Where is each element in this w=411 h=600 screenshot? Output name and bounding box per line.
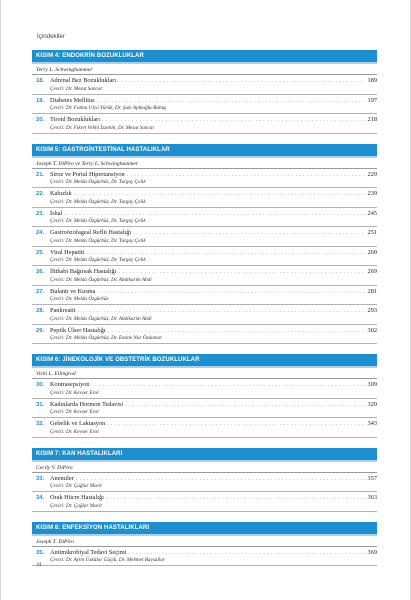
chapter-translators: Çeviri: Dr. Çağlar Macit bbox=[50, 483, 102, 489]
chapter-number: 32. bbox=[36, 421, 45, 427]
chapter-translators: Çeviri: Dr. Çağlar Macit bbox=[50, 502, 102, 509]
toc-entry-line bbox=[36, 381, 377, 390]
toc-entry[interactable] bbox=[32, 399, 377, 419]
chapter-translators: Çeviri: Dr. Melda Özgürbüz, Dr. Turgay Çelik bbox=[50, 257, 146, 263]
chapter-page: 309 bbox=[367, 381, 377, 388]
page-number: vi bbox=[37, 562, 42, 568]
toc-section bbox=[32, 50, 377, 134]
toc-entry[interactable] bbox=[32, 418, 377, 438]
chapter-number: 21. bbox=[36, 171, 45, 178]
toc-entry-line bbox=[36, 229, 377, 238]
chapter-translators: Çeviri: Dr. Melda Özgürbüz, Dr. Emine Nur Özdamar bbox=[50, 335, 163, 341]
chapter-translators: Çeviri: Dr. Kevser Erol bbox=[50, 389, 99, 396]
chapter-number: 33. bbox=[36, 475, 45, 482]
dot-leader bbox=[97, 98, 366, 106]
chapter-page: 369 bbox=[367, 548, 377, 556]
chapter-translators: Çeviri: Dr. Melda Özgürbüz, Dr. Turgay Çelik bbox=[50, 198, 146, 205]
toc-section bbox=[32, 522, 377, 567]
chapter-number: 22. bbox=[36, 191, 45, 197]
toc-entry-line bbox=[36, 420, 377, 429]
chapter-title: Anemiler bbox=[50, 474, 74, 482]
toc-entry-line bbox=[36, 268, 377, 277]
chapter-translators: Çeviri: Dr. Kevser Erol bbox=[50, 409, 99, 415]
toc-entry[interactable] bbox=[32, 75, 377, 95]
toc-entry[interactable] bbox=[32, 473, 377, 493]
dot-leader bbox=[92, 382, 366, 390]
chapter-number: 34. bbox=[36, 495, 45, 501]
chapter-number: 23. bbox=[36, 210, 45, 217]
chapter-page: 245 bbox=[367, 209, 377, 217]
toc-entry[interactable] bbox=[32, 114, 377, 134]
chapter-number: 29. bbox=[36, 327, 45, 334]
chapter-page: 239 bbox=[367, 190, 377, 197]
chapter-translators: Çeviri: Dr. Melda Özgürbüz, Dr. Turgay Çelik bbox=[50, 237, 146, 244]
toc-entry[interactable] bbox=[32, 95, 377, 115]
chapter-title: Kabızlık bbox=[50, 190, 72, 197]
chapter-title: Adrenal Bez Bozuklukları bbox=[50, 77, 117, 84]
chapter-translators: Çeviri: Dr. Melda Özgürbüz bbox=[50, 296, 109, 302]
dot-leader bbox=[127, 172, 366, 180]
toc-entry[interactable] bbox=[32, 325, 377, 345]
chapter-translators: Çeviri: Dr. Melda Özgürbüz, Dr. Turgay Çelik bbox=[50, 179, 146, 185]
toc-entry-line bbox=[36, 494, 377, 503]
chapter-title: Kadınlarda Hormon Tedavisi bbox=[50, 400, 124, 408]
toc-entry-line bbox=[36, 249, 377, 258]
chapter-page: 251 bbox=[367, 229, 377, 236]
chapter-title: Tiroid Bozuklukları bbox=[50, 116, 100, 123]
chapter-page: 302 bbox=[367, 326, 377, 334]
toc-entry[interactable] bbox=[32, 379, 377, 399]
dot-leader bbox=[108, 328, 366, 336]
chapter-page: 189 bbox=[367, 77, 377, 84]
chapter-number: 35. bbox=[36, 549, 45, 556]
toc-entry-line bbox=[36, 190, 377, 199]
toc-entry[interactable] bbox=[32, 188, 377, 208]
chapter-translators: Çeviri: Dr. Fikret Vehbi İzzettin, Dr. Mesut Sancar bbox=[50, 124, 155, 131]
toc-entry[interactable] bbox=[32, 247, 377, 267]
toc-entry[interactable] bbox=[32, 169, 377, 189]
chapter-title: İshal bbox=[50, 209, 63, 217]
toc-section bbox=[32, 448, 377, 512]
chapter-number: 24. bbox=[36, 230, 45, 236]
dot-leader bbox=[125, 402, 365, 410]
chapter-page: 293 bbox=[367, 307, 377, 314]
dot-leader bbox=[106, 495, 366, 503]
chapter-number: 26. bbox=[36, 269, 45, 275]
chapter-translators: Çeviri: Dr. Melda Özgürbüz, Dr. Abdikarim Abdi bbox=[50, 276, 152, 283]
toc-entry[interactable] bbox=[32, 286, 377, 306]
chapter-translators: Çeviri: Dr. Mesut Sancar bbox=[50, 85, 103, 92]
chapter-page: 269 bbox=[367, 268, 377, 275]
chapter-page: 357 bbox=[367, 474, 377, 482]
dot-leader bbox=[118, 78, 365, 86]
toc-entry[interactable] bbox=[32, 227, 377, 247]
chapter-number: 27. bbox=[36, 288, 45, 295]
chapter-translators: Çeviri: Dr. Melda Özgürbüz, Dr. Abdikarim Abdi bbox=[50, 315, 152, 322]
chapter-title: Gastroözofageal Reflü Hastalığı bbox=[50, 229, 132, 236]
chapter-number: 30. bbox=[36, 382, 45, 388]
toc-entry-line bbox=[36, 549, 377, 558]
toc-entry-line bbox=[36, 210, 377, 219]
dot-leader bbox=[133, 230, 365, 238]
toc-entry-line bbox=[36, 401, 377, 410]
dot-leader bbox=[102, 117, 366, 125]
chapter-title: Gebelik ve Laktasyon bbox=[50, 420, 106, 427]
section-title: KISIM 7: KAN HASTALIKLARI bbox=[32, 448, 377, 462]
toc-entry-line bbox=[36, 327, 377, 336]
chapter-number: 25. bbox=[36, 249, 45, 256]
section-editors: Joseph T. DiPiro bbox=[32, 536, 377, 547]
chapter-translators: Çeviri: Dr. Melda Özgürbüz, Dr. Turgay Çelik bbox=[50, 218, 146, 224]
running-header: İçindekiler bbox=[37, 33, 65, 40]
chapter-number: 31. bbox=[36, 401, 45, 408]
chapter-title: Siroz ve Portal Hipertansiyon bbox=[50, 170, 125, 178]
chapter-page: 229 bbox=[367, 170, 377, 178]
toc-entry-line bbox=[36, 307, 377, 316]
toc-entry[interactable] bbox=[32, 547, 377, 567]
toc-entry-line bbox=[36, 288, 377, 297]
toc-entry[interactable] bbox=[32, 208, 377, 228]
chapter-page: 260 bbox=[367, 248, 377, 256]
chapter-title: Orak Hücre Hastalığı bbox=[50, 494, 104, 501]
toc-entry-line bbox=[36, 97, 377, 106]
dot-leader bbox=[76, 476, 366, 484]
section-editors: Cecily V. DiPiro bbox=[32, 462, 377, 473]
chapter-title: Antimikrobiyal Tedavi Seçimi bbox=[50, 548, 127, 556]
section-title: KISIM 8: ENFEKSİYON HASTALIKLARI bbox=[32, 522, 377, 536]
chapter-page: 329 bbox=[367, 400, 377, 408]
dot-leader bbox=[64, 211, 365, 219]
dot-leader bbox=[128, 550, 365, 558]
chapter-title: Bulantı ve Kusma bbox=[50, 287, 96, 295]
chapter-title: Peptik Ülser Hastalığı bbox=[50, 326, 106, 334]
section-editors: Vicki L. Ellingrod bbox=[32, 368, 377, 379]
chapter-number: 20. bbox=[36, 117, 45, 123]
dot-leader bbox=[74, 191, 366, 199]
dot-leader bbox=[78, 308, 366, 316]
chapter-translators: Çeviri: Dr. Kevser Erol bbox=[50, 428, 99, 435]
section-title: KISIM 4: ENDOKRİN BOZUKLUKLAR bbox=[32, 50, 377, 64]
toc-entry-line bbox=[36, 171, 377, 180]
chapter-page: 343 bbox=[367, 420, 377, 427]
toc-section bbox=[32, 354, 377, 438]
toc-section bbox=[32, 144, 377, 345]
dot-leader bbox=[86, 250, 365, 258]
dot-leader bbox=[118, 269, 365, 277]
chapter-title: Pankreatit bbox=[50, 307, 76, 314]
toc-entry[interactable] bbox=[32, 305, 377, 325]
chapter-page: 281 bbox=[367, 287, 377, 295]
toc-entry-line bbox=[36, 475, 377, 484]
chapter-number: 19. bbox=[36, 97, 45, 104]
section-editors: Terry L. Schwinghammer bbox=[32, 64, 377, 75]
chapter-page: 218 bbox=[367, 116, 377, 123]
chapter-page: 363 bbox=[367, 494, 377, 501]
chapter-translators: Çeviri: Dr. Aylin Üskülar Güçlü, Dr. Mehmet Baysallar bbox=[50, 557, 165, 563]
chapter-number: 18. bbox=[36, 78, 45, 84]
section-title: KISIM 6: JİNEKOLOJİK VE OBSTETRİK BOZUKLUKLAR bbox=[32, 354, 377, 368]
section-title: KISIM 5: GASTROİNTESTİNAL HASTALIKLAR bbox=[32, 144, 377, 158]
toc-entry-line bbox=[36, 77, 377, 86]
chapter-title: Viral Hepatiti bbox=[50, 248, 85, 256]
chapter-translators: Çeviri: Dr. Fatma Ulya Yürük, Dr. Şule Apikoğlu-Rabuş bbox=[50, 105, 167, 111]
chapter-title: İltihabi Bağırsak Hastalığı bbox=[50, 268, 117, 275]
section-editors: Joseph T. DiPiro ve Terry L. Schwinghammer bbox=[32, 158, 377, 169]
chapter-number: 28. bbox=[36, 308, 45, 314]
toc-content bbox=[32, 50, 377, 576]
dot-leader bbox=[107, 421, 365, 429]
toc-entry-line bbox=[36, 116, 377, 125]
chapter-page: 197 bbox=[367, 96, 377, 104]
chapter-title: Kontrasepsiyon bbox=[50, 381, 90, 388]
dot-leader bbox=[97, 289, 365, 297]
chapter-title: Diabetes Mellitus bbox=[50, 96, 95, 104]
toc-entry[interactable] bbox=[32, 492, 377, 512]
toc-entry[interactable] bbox=[32, 266, 377, 286]
